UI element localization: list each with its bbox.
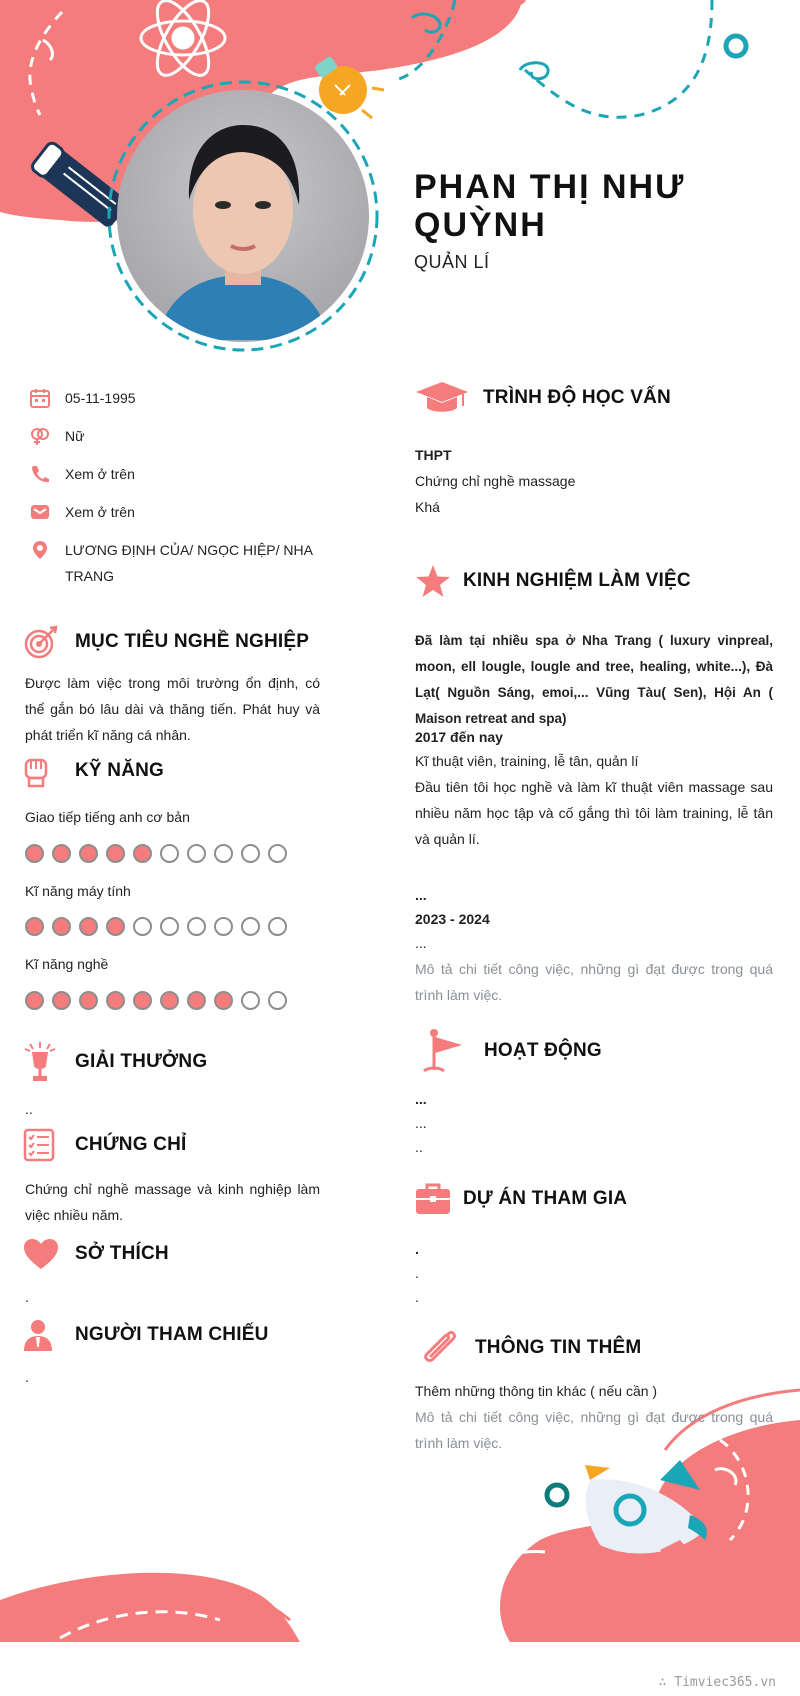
- phone-text: Xem ở trên: [65, 466, 135, 482]
- skill-name: Kĩ năng nghề: [25, 956, 109, 972]
- activities-title: HOẠT ĐỘNG: [484, 1040, 602, 1061]
- skill-dot-empty: [160, 917, 179, 936]
- education-title: TRÌNH ĐỘ HỌC VẤN: [483, 387, 671, 408]
- activities-line: ...: [415, 1115, 427, 1131]
- skill-dot-filled: [79, 917, 98, 936]
- education-heading: [415, 380, 671, 416]
- certificates-heading: [23, 1128, 187, 1162]
- email-text: Xem ở trên: [65, 504, 135, 520]
- contact-gender: [30, 426, 360, 449]
- experience-description: Đầu tiên tôi học nghề và làm kĩ thuật viên massage sau nhiều năm học tập và cố gắng thì tôi làm training, lễ tân và quản lí.: [415, 779, 773, 847]
- watermark: ∴ Timviec365.vn: [658, 1675, 776, 1690]
- gender-icon: [30, 426, 50, 446]
- contact-birthdate: [30, 388, 360, 411]
- experience-title: KINH NGHIỆM LÀM VIỆC: [463, 570, 691, 591]
- skill-dot-filled: [52, 917, 71, 936]
- objective-text: Được làm việc trong môi trường ổn định, có thể gắn bó lâu dài và thăng tiến. Phát huy và phát triển kĩ năng cá nhân.: [25, 675, 320, 743]
- skill-dot-filled: [25, 917, 44, 936]
- person-icon: [23, 1318, 53, 1352]
- activities-line: ..: [415, 1139, 423, 1155]
- email-icon: [30, 502, 50, 522]
- calendar-icon: [30, 388, 50, 408]
- checklist-icon: [23, 1128, 55, 1162]
- skill-rating: [25, 991, 287, 1010]
- experience-period: 2023 - 2024: [415, 911, 490, 927]
- certificates-title: CHỨNG CHỈ: [75, 1134, 187, 1155]
- awards-heading: [23, 1040, 207, 1084]
- experience-period: 2017 đến nay: [415, 729, 503, 745]
- candidate-role: QUẢN LÍ: [414, 252, 490, 272]
- location-pin-icon: [30, 540, 50, 560]
- additional-heading: [418, 1328, 641, 1368]
- heart-icon: [23, 1238, 59, 1270]
- projects-line: .: [415, 1241, 419, 1257]
- skill-dot-filled: [106, 844, 125, 863]
- skill-dot-empty: [160, 844, 179, 863]
- skill-dot-filled: [106, 991, 125, 1010]
- birthdate-text: 05-11-1995: [65, 390, 136, 406]
- skill-dot-filled: [187, 991, 206, 1010]
- contact-phone: [30, 464, 360, 487]
- skill-name: Kĩ năng máy tính: [25, 883, 131, 899]
- objective-title: MỤC TIÊU NGHỀ NGHIỆP: [75, 631, 310, 652]
- raised-fist-icon: [23, 754, 49, 788]
- skill-rating: [25, 844, 287, 863]
- phone-icon: [30, 464, 50, 484]
- skills-title: KỸ NĂNG: [75, 760, 165, 781]
- skill-dot-empty: [241, 991, 260, 1010]
- skill-dot-empty: [133, 917, 152, 936]
- graduation-cap-icon: [415, 380, 469, 416]
- experience-position: Kĩ thuật viên, training, lễ tân, quản lí: [415, 753, 639, 769]
- skill-dot-empty: [268, 991, 287, 1010]
- star-icon: [415, 564, 451, 598]
- experience-heading: [415, 564, 691, 598]
- candidate-name: PHAN THỊ NHƯ QUỲNH: [414, 168, 686, 244]
- skill-dot-filled: [79, 844, 98, 863]
- skill-name: Giao tiếp tiếng anh cơ bản: [25, 809, 190, 825]
- contact-address: [30, 540, 360, 589]
- references-text: .: [25, 1369, 29, 1385]
- skill-dot-filled: [214, 991, 233, 1010]
- flag-icon: [420, 1028, 464, 1074]
- skill-dot-filled: [133, 844, 152, 863]
- education-major: Chứng chỉ nghề massage: [415, 473, 576, 489]
- projects-title: DỰ ÁN THAM GIA: [463, 1188, 628, 1209]
- profile-photo: [117, 90, 369, 342]
- skill-dot-filled: [52, 844, 71, 863]
- skill-dot-filled: [160, 991, 179, 1010]
- skill-dot-empty: [268, 844, 287, 863]
- awards-text: ..: [25, 1101, 33, 1117]
- additional-line: Thêm những thông tin khác ( nếu cần ): [415, 1383, 658, 1399]
- experience-description: Mô tả chi tiết công việc, những gì đạt được trong quá trình làm việc.: [415, 961, 773, 1003]
- skill-dot-empty: [241, 917, 260, 936]
- address-text: LƯƠNG ĐỊNH CỦA/ NGỌC HIỆP/ NHA TRANG: [65, 542, 313, 584]
- briefcase-icon: [415, 1182, 451, 1216]
- skill-dot-filled: [106, 917, 125, 936]
- skill-dot-filled: [25, 844, 44, 863]
- skill-dot-empty: [214, 844, 233, 863]
- experience-position: ...: [415, 935, 427, 951]
- skill-dot-empty: [187, 844, 206, 863]
- skill-dot-filled: [52, 991, 71, 1010]
- experience-company: ...: [415, 887, 427, 903]
- contact-email: [30, 502, 360, 525]
- references-heading: [23, 1318, 269, 1352]
- hobbies-title: SỞ THÍCH: [75, 1243, 169, 1264]
- skill-dot-filled: [25, 991, 44, 1010]
- projects-line: .: [415, 1265, 419, 1281]
- objective-heading: [23, 624, 309, 660]
- skill-dot-empty: [268, 917, 287, 936]
- hobbies-heading: [23, 1238, 169, 1270]
- activities-heading: [420, 1028, 602, 1074]
- skill-dot-filled: [133, 991, 152, 1010]
- certificates-text: Chứng chỉ nghề massage và kinh nghiệp làm việc nhiều năm.: [25, 1181, 320, 1223]
- activities-line: ...: [415, 1091, 427, 1107]
- additional-line: Mô tả chi tiết công việc, những gì đạt được trong quá trình làm việc.: [415, 1409, 773, 1451]
- skill-dot-empty: [214, 917, 233, 936]
- skills-heading: [23, 754, 164, 788]
- portrait-illustration: [117, 90, 369, 342]
- awards-title: GIẢI THƯỞNG: [75, 1051, 208, 1072]
- projects-line: .: [415, 1289, 419, 1305]
- experience-company: Đã làm tại nhiều spa ở Nha Trang ( luxury vinpreal, moon, ell lougle, lougle and tree, healing, white...), Đà Lạt( Nguồn Sáng, emoi,... Vũng Tàu( Sen), Hội An ( Maison retreat and spa): [415, 633, 773, 726]
- education-grade: Khá: [415, 499, 440, 515]
- trophy-icon: [23, 1040, 57, 1084]
- hobbies-text: .: [25, 1289, 29, 1305]
- projects-heading: [415, 1182, 627, 1216]
- skill-rating: [25, 917, 287, 936]
- target-icon: [23, 624, 59, 660]
- skill-dot-filled: [79, 991, 98, 1010]
- education-school: THPT: [415, 447, 452, 463]
- additional-title: THÔNG TIN THÊM: [475, 1337, 642, 1358]
- gender-text: Nữ: [65, 428, 85, 444]
- paperclip-icon: [418, 1328, 458, 1368]
- references-title: NGƯỜI THAM CHIẾU: [75, 1324, 269, 1345]
- skill-dot-empty: [241, 844, 260, 863]
- skill-dot-empty: [187, 917, 206, 936]
